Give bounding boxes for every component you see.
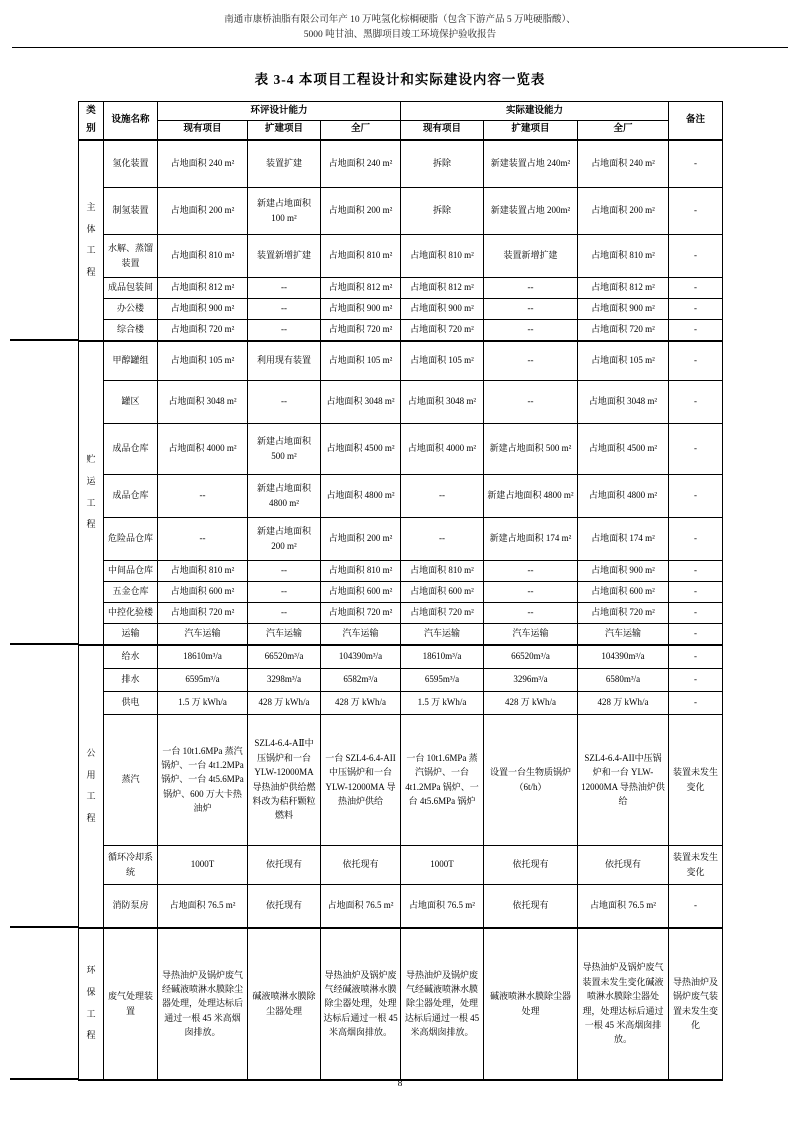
table-cell: 新建占地面积 4800 m² (484, 474, 578, 517)
table-cell: SZL4-6.4-AⅡ中压锅炉和一台 YLW-12000MA 导热油炉供给燃料改为秸秆颗粒燃料 (248, 714, 321, 845)
table-cell: -- (248, 602, 321, 623)
table-cell: 占地面积 600 m² (578, 581, 669, 602)
table-cell: 汽车运输 (578, 623, 669, 645)
table-cell: 3298m³/a (248, 668, 321, 691)
project-construction-table (78, 101, 723, 1080)
category-cell (79, 140, 104, 341)
category-cell (79, 645, 104, 928)
table-cell: 占地面积 600 m² (158, 581, 248, 602)
table-cell: 104390m³/a (578, 645, 669, 669)
table-cell: 汽车运输 (321, 623, 401, 645)
table-cell: 428 万 kWh/a (578, 691, 669, 714)
table-cell: 新建装置占地 240m² (484, 140, 578, 188)
remark-cell: - (669, 517, 723, 560)
table-cell: 104390m³/a (321, 645, 401, 669)
table-cell: 占地面积 76.5 m² (401, 884, 484, 928)
table-cell: 66520m³/a (248, 645, 321, 669)
table-cell: 拆除 (401, 140, 484, 188)
remark-cell: - (669, 319, 723, 341)
table-row (79, 845, 723, 884)
facility-name-cell: 成品包装间 (104, 277, 158, 298)
table-cell: 碱液喷淋水膜除尘器处理 (248, 928, 321, 1080)
table-cell: 汽车运输 (158, 623, 248, 645)
table-cell: -- (248, 581, 321, 602)
section-divider-line (10, 926, 78, 928)
facility-name-cell: 成品仓库 (104, 474, 158, 517)
header-category: 类别 (79, 102, 104, 140)
table-cell: 依托现有 (578, 845, 669, 884)
report-header-line2: 5000 吨甘油、黑脚项目竣工环境保护验收报告 (303, 29, 497, 40)
table-row (79, 187, 723, 234)
table-cell: -- (248, 380, 321, 423)
facility-name-cell: 罐区 (104, 380, 158, 423)
table-cell: 占地面积 240 m² (578, 140, 669, 188)
table-container (78, 101, 722, 1080)
table-row (79, 714, 723, 845)
table-cell: 占地面积 600 m² (321, 581, 401, 602)
table-cell: 利用现有装置 (248, 341, 321, 381)
remark-cell: - (669, 277, 723, 298)
table-cell: 导热油炉及锅炉废气装置未发生变化碱液喷淋水膜除尘器处理，处理达标后通过一根 45 米高烟囱排放。 (578, 928, 669, 1080)
table-cell: 428 万 kWh/a (248, 691, 321, 714)
table-cell: 428 万 kWh/a (484, 691, 578, 714)
table-cell: 18610m³/a (158, 645, 248, 669)
table-cell: 占地面积 810 m² (321, 234, 401, 277)
table-cell: 占地面积 3048 m² (401, 380, 484, 423)
table-cell: 占地面积 900 m² (578, 298, 669, 319)
header-actual-build: 实际建设能力 (401, 102, 669, 121)
table-cell: 导热油炉及锅炉废气经碱液喷淋水膜除尘器处理，处理达标后通过一根 45 米高烟囱排放。 (321, 928, 401, 1080)
category-label: 公用工程 (86, 747, 96, 823)
table-cell: 占地面积 4500 m² (321, 423, 401, 474)
header-act-existing: 现有项目 (401, 121, 484, 140)
table-cell: 占地面积 200 m² (321, 517, 401, 560)
facility-name-cell: 综合楼 (104, 319, 158, 341)
table-cell: 新建占地面积 500 m² (484, 423, 578, 474)
document-page (0, 13, 800, 1138)
table-cell: 占地面积 4000 m² (158, 423, 248, 474)
table-cell: 6595m³/a (158, 668, 248, 691)
table-row (79, 423, 723, 474)
table-cell: -- (401, 474, 484, 517)
table-cell: 6595m³/a (401, 668, 484, 691)
table-cell: 占地面积 3048 m² (578, 380, 669, 423)
remark-cell: - (669, 560, 723, 581)
table-cell: 428 万 kWh/a (321, 691, 401, 714)
category-cell (79, 928, 104, 1080)
table-cell: 3296m³/a (484, 668, 578, 691)
facility-name-cell: 办公楼 (104, 298, 158, 319)
table-cell: 占地面积 4800 m² (321, 474, 401, 517)
table-cell: 占地面积 810 m² (321, 560, 401, 581)
remark-cell: - (669, 234, 723, 277)
table-row (79, 581, 723, 602)
table-cell: -- (248, 298, 321, 319)
table-cell: 1000T (401, 845, 484, 884)
remark-cell: - (669, 474, 723, 517)
table-cell: 占地面积 105 m² (401, 341, 484, 381)
table-cell: 占地面积 720 m² (321, 602, 401, 623)
table-row (79, 668, 723, 691)
table-row (79, 645, 723, 669)
table-cell: 占地面积 720 m² (578, 602, 669, 623)
table-cell: 占地面积 105 m² (158, 341, 248, 381)
table-cell: SZL4-6.4-AII中压锅炉和一台 YLW-12000MA 导热油炉供给 (578, 714, 669, 845)
table-cell: -- (484, 602, 578, 623)
table-cell: 装置新增扩建 (248, 234, 321, 277)
table-cell: 占地面积 812 m² (578, 277, 669, 298)
facility-name-cell: 给水 (104, 645, 158, 669)
table-cell: 新建占地面积 200 m² (248, 517, 321, 560)
remark-cell: - (669, 623, 723, 645)
table-cell: 占地面积 4500 m² (578, 423, 669, 474)
table-cell: 占地面积 174 m² (578, 517, 669, 560)
header-act-expansion: 扩建项目 (484, 121, 578, 140)
table-row (79, 140, 723, 188)
table-cell: 占地面积 900 m² (158, 298, 248, 319)
facility-name-cell: 废气处理装置 (104, 928, 158, 1080)
table-cell: 设置一台生物质锅炉（6t/h） (484, 714, 578, 845)
remark-cell: 导热油炉及锅炉废气装置未发生变化 (669, 928, 723, 1080)
table-cell: -- (401, 517, 484, 560)
header-facility: 设施名称 (104, 102, 158, 140)
table-cell: 占地面积 200 m² (578, 187, 669, 234)
table-cell: 18610m³/a (401, 645, 484, 669)
table-cell: 占地面积 900 m² (578, 560, 669, 581)
table-cell: 占地面积 4800 m² (578, 474, 669, 517)
table-cell: 依托现有 (484, 845, 578, 884)
table-cell: 装置新增扩建 (484, 234, 578, 277)
facility-name-cell: 循环冷却系统 (104, 845, 158, 884)
table-cell: 占地面积 812 m² (321, 277, 401, 298)
facility-name-cell: 水解、蒸馏装置 (104, 234, 158, 277)
facility-name-cell: 蒸汽 (104, 714, 158, 845)
table-cell: 依托现有 (321, 845, 401, 884)
table-cell: 66520m³/a (484, 645, 578, 669)
facility-name-cell: 甲醇罐组 (104, 341, 158, 381)
facility-name-cell: 制氢装置 (104, 187, 158, 234)
table-cell: 占地面积 720 m² (158, 319, 248, 341)
table-row (79, 298, 723, 319)
table-cell: -- (248, 277, 321, 298)
table-cell: 汽车运输 (401, 623, 484, 645)
table-cell: 新建占地面积 4800 m² (248, 474, 321, 517)
table-cell: -- (484, 341, 578, 381)
table-cell: -- (158, 517, 248, 560)
table-row (79, 380, 723, 423)
table-cell: 导热油炉及锅炉废气经碱液喷淋水膜除尘器处理，处理达标后通过一根 45 米高烟囱排放。 (401, 928, 484, 1080)
table-cell: 6580m³/a (578, 668, 669, 691)
table-cell: -- (484, 319, 578, 341)
remark-cell: - (669, 691, 723, 714)
table-cell: 占地面积 900 m² (321, 298, 401, 319)
facility-name-cell: 成品仓库 (104, 423, 158, 474)
table-cell: 占地面积 240 m² (158, 140, 248, 188)
table-row (79, 623, 723, 645)
report-header (12, 13, 788, 48)
table-cell: -- (484, 380, 578, 423)
facility-name-cell: 氢化装置 (104, 140, 158, 188)
table-cell: 占地面积 720 m² (158, 602, 248, 623)
category-label: 贮运工程 (86, 454, 96, 530)
table-row (79, 319, 723, 341)
table-cell: 汽车运输 (248, 623, 321, 645)
remark-cell: - (669, 341, 723, 381)
table-cell: 占地面积 900 m² (401, 298, 484, 319)
table-cell: 占地面积 200 m² (158, 187, 248, 234)
facility-name-cell: 五金仓库 (104, 581, 158, 602)
table-row (79, 517, 723, 560)
header-env-existing: 现有项目 (158, 121, 248, 140)
table-cell: 占地面积 600 m² (401, 581, 484, 602)
remark-cell: - (669, 380, 723, 423)
table-cell: -- (484, 581, 578, 602)
table-cell: 占地面积 720 m² (401, 319, 484, 341)
remark-cell: 装置未发生变化 (669, 714, 723, 845)
page-number: 8 (397, 1079, 403, 1089)
table-cell: 碱液喷淋水膜除尘器处理 (484, 928, 578, 1080)
table-cell: 占地面积 812 m² (158, 277, 248, 298)
table-cell: -- (248, 560, 321, 581)
table-cell: 新建占地面积 500 m² (248, 423, 321, 474)
table-cell: 占地面积 810 m² (578, 234, 669, 277)
remark-cell: - (669, 140, 723, 188)
remark-cell: - (669, 423, 723, 474)
table-cell: 占地面积 76.5 m² (321, 884, 401, 928)
table-cell: 占地面积 105 m² (321, 341, 401, 381)
remark-cell: - (669, 187, 723, 234)
table-title: 表 3-4 本项目工程设计和实际建设内容一览表 (254, 72, 546, 88)
facility-name-cell: 供电 (104, 691, 158, 714)
table-cell: 汽车运输 (484, 623, 578, 645)
table-cell: 依托现有 (484, 884, 578, 928)
remark-cell: - (669, 884, 723, 928)
table-cell: -- (484, 298, 578, 319)
category-label: 主体工程 (86, 201, 96, 277)
table-cell: 占地面积 105 m² (578, 341, 669, 381)
facility-name-cell: 运输 (104, 623, 158, 645)
facility-name-cell: 排水 (104, 668, 158, 691)
remark-cell: - (669, 298, 723, 319)
table-cell: -- (158, 474, 248, 517)
table-cell: 占地面积 720 m² (321, 319, 401, 341)
table-row (79, 341, 723, 381)
table-row (79, 602, 723, 623)
remark-cell: - (669, 668, 723, 691)
table-row (79, 884, 723, 928)
table-cell: 占地面积 810 m² (401, 234, 484, 277)
table-cell: 占地面积 76.5 m² (578, 884, 669, 928)
table-cell: -- (484, 277, 578, 298)
table-cell: 占地面积 3048 m² (321, 380, 401, 423)
table-cell: 一台 10t1.6MPa 蒸汽锅炉、一台 4t1.2MPa 锅炉、一台 4t5.6MPa 锅炉、600 万大卡热油炉 (158, 714, 248, 845)
table-cell: 占地面积 810 m² (158, 560, 248, 581)
table-cell: 1.5 万 kWh/a (401, 691, 484, 714)
facility-name-cell: 中控化验楼 (104, 602, 158, 623)
header-env-whole-plant: 全厂 (321, 121, 401, 140)
table-cell: 依托现有 (248, 845, 321, 884)
remark-cell: - (669, 645, 723, 669)
table-cell: 6582m³/a (321, 668, 401, 691)
table-row (79, 691, 723, 714)
table-cell: 占地面积 3048 m² (158, 380, 248, 423)
table-cell: 1.5 万 kWh/a (158, 691, 248, 714)
table-cell: -- (248, 319, 321, 341)
section-divider-line (10, 339, 78, 341)
table-row (79, 234, 723, 277)
table-cell: -- (484, 560, 578, 581)
table-cell: 占地面积 720 m² (401, 602, 484, 623)
facility-name-cell: 中间品仓库 (104, 560, 158, 581)
table-cell: 占地面积 240 m² (321, 140, 401, 188)
category-label: 环保工程 (86, 965, 96, 1041)
remark-cell: 装置未发生变化 (669, 845, 723, 884)
category-cell (79, 341, 104, 645)
table-cell: 占地面积 720 m² (578, 319, 669, 341)
remark-cell: - (669, 602, 723, 623)
table-cell: 占地面积 200 m² (321, 187, 401, 234)
table-cell: 一台 SZL4-6.4-AII中压锅炉和一台 YLW-12000MA 导热油炉供给 (321, 714, 401, 845)
table-cell: 占地面积 4000 m² (401, 423, 484, 474)
table-cell: 依托现有 (248, 884, 321, 928)
table-row (79, 277, 723, 298)
table-cell: 装置扩建 (248, 140, 321, 188)
table-row (79, 928, 723, 1080)
table-cell: 拆除 (401, 187, 484, 234)
header-remark: 备注 (669, 102, 723, 140)
header-env-expansion: 扩建项目 (248, 121, 321, 140)
table-row (79, 560, 723, 581)
table-cell: 一台 10t1.6MPa 蒸汽锅炉、一台 4t1.2MPa 锅炉、一台 4t5.6MPa 锅炉 (401, 714, 484, 845)
table-cell: 新建占地面积 174 m² (484, 517, 578, 560)
facility-name-cell: 消防泵房 (104, 884, 158, 928)
table-row (79, 474, 723, 517)
header-env-design: 环评设计能力 (158, 102, 401, 121)
table-cell: 占地面积 810 m² (401, 560, 484, 581)
table-cell: 导热油炉及锅炉废气经碱液喷淋水膜除尘器处理，处理达标后通过一根 45 米高烟囱排放。 (158, 928, 248, 1080)
table-cell: 1000T (158, 845, 248, 884)
report-header-line1: 南通市康桥油脂有限公司年产 10 万吨氢化棕榈硬脂（包含下游产品 5 万吨硬脂酸）、 (224, 15, 576, 25)
table-cell: 占地面积 810 m² (158, 234, 248, 277)
remark-cell: - (669, 581, 723, 602)
facility-name-cell: 危险品仓库 (104, 517, 158, 560)
table-cell: 占地面积 76.5 m² (158, 884, 248, 928)
section-divider-line (10, 643, 78, 645)
header-act-whole-plant: 全厂 (578, 121, 669, 140)
table-cell: 占地面积 812 m² (401, 277, 484, 298)
table-cell: 新建装置占地 200m² (484, 187, 578, 234)
table-cell: 新建占地面积 100 m² (248, 187, 321, 234)
